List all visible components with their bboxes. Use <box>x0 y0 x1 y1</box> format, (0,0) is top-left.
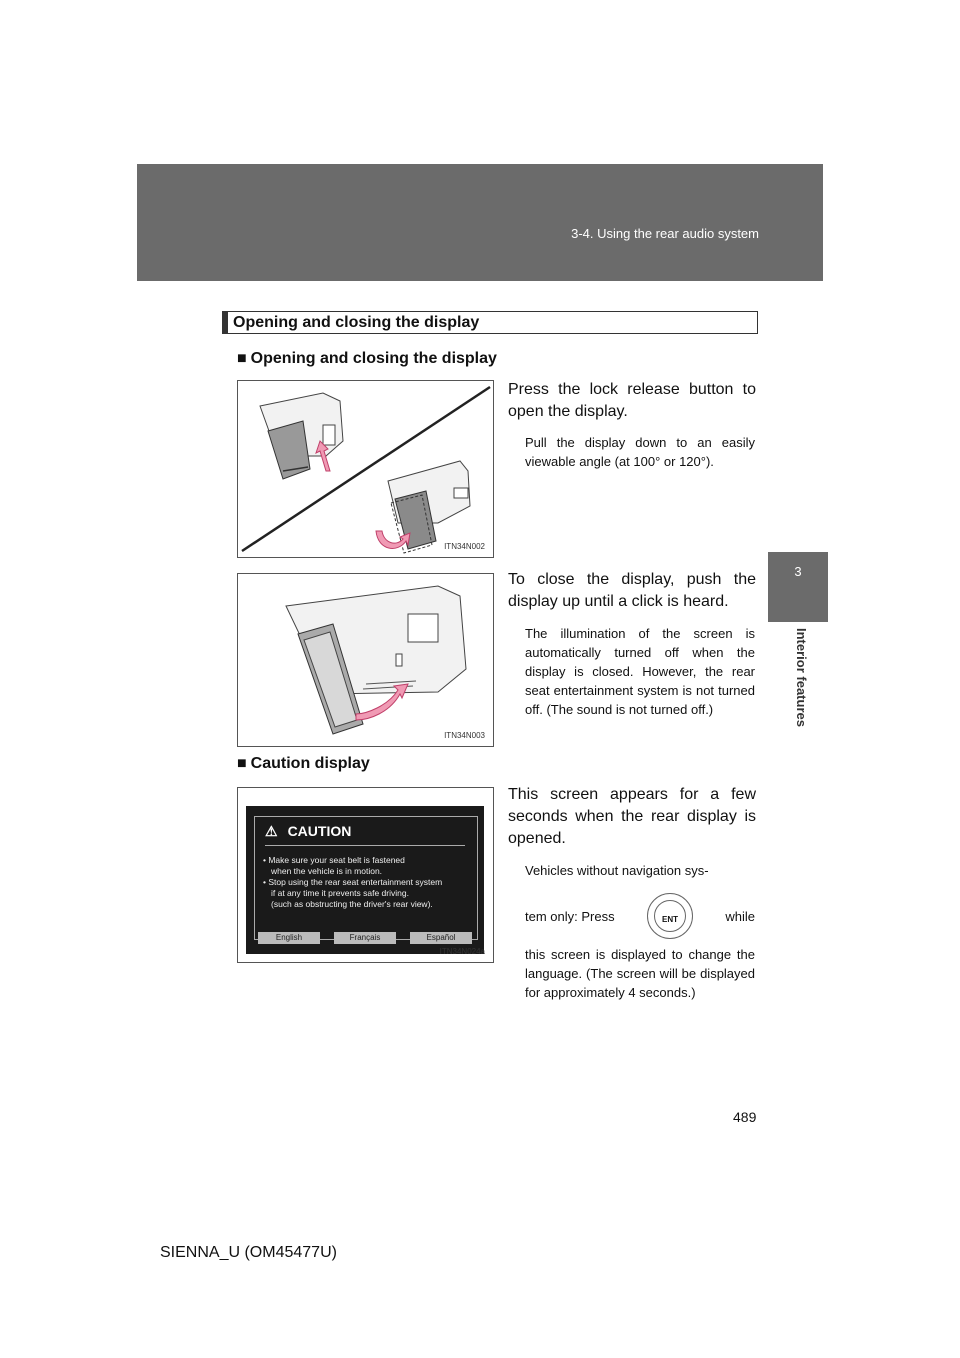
square-bullet-icon: ■ <box>237 755 247 772</box>
chapter-number: 3 <box>794 564 802 579</box>
figure-open-display <box>237 380 494 558</box>
caution-title: ⚠ CAUTION <box>265 823 465 846</box>
step3-text: This screen appears for a few seconds when the rear display is opened. <box>508 786 756 847</box>
figure-code: ITN34N024a <box>439 947 485 956</box>
header-band <box>137 164 823 281</box>
step3-note-line3: this screen is displayed to change the language. (The screen will be displayed for approximately 4 seconds.) <box>525 947 755 1000</box>
step3-note-line1: Vehicles without navigation sys- <box>525 863 709 878</box>
step2-note: The illumination of the screen is automatically turned off when the display is closed. However, the rear seat entertainment system is not turned off. (The sound is not turned off.) <box>525 626 755 717</box>
ent-button-icon: ENT <box>647 893 693 939</box>
lang-button-espanol[interactable]: Español <box>410 932 472 944</box>
figure-caution-screen <box>237 787 494 963</box>
subheading-caution <box>237 755 370 773</box>
lang-button-francais[interactable]: Français <box>334 932 396 944</box>
subheading-caution-text: Caution display <box>250 755 370 772</box>
section-header: 3-4. Using the rear audio system <box>571 226 759 241</box>
close-display-illustration <box>238 574 493 746</box>
square-bullet-icon: ■ <box>237 350 247 367</box>
figure-code: ITN34N002 <box>444 542 485 551</box>
subheading-opening <box>237 350 497 368</box>
lang-button-english[interactable]: English <box>258 932 320 944</box>
chapter-tab <box>768 552 828 622</box>
caution-message: • Make sure your seat belt is fastened when the vehicle is in motion. • Stop using the rear seat entertainment system if at any time it prevents safe driving. (such as obstructing the driver's rear view). <box>263 855 443 909</box>
subheading-opening-text: Opening and closing the display <box>250 350 497 367</box>
figure-code: ITN34N003 <box>444 731 485 740</box>
caution-screen <box>246 806 484 954</box>
footer-model: SIENNA_U (OM45477U) <box>160 1244 337 1261</box>
caution-frame <box>254 816 478 940</box>
step1-note: Pull the display down to an easily viewable angle (at 100° or 120°). <box>525 435 755 469</box>
chapter-label: Interior features <box>794 628 809 727</box>
open-display-illustration <box>238 381 493 557</box>
step3-note-line2: tem only: Press ENT while <box>525 893 755 939</box>
warning-icon: ⚠ <box>265 823 278 839</box>
step2-text: To close the display, push the display up until a click is heard. <box>508 571 756 610</box>
step1-text: Press the lock release button to open the display. <box>508 381 756 420</box>
figure-close-display <box>237 573 494 747</box>
page-number: 489 <box>733 1109 757 1125</box>
section-title: Opening and closing the display <box>222 311 758 334</box>
